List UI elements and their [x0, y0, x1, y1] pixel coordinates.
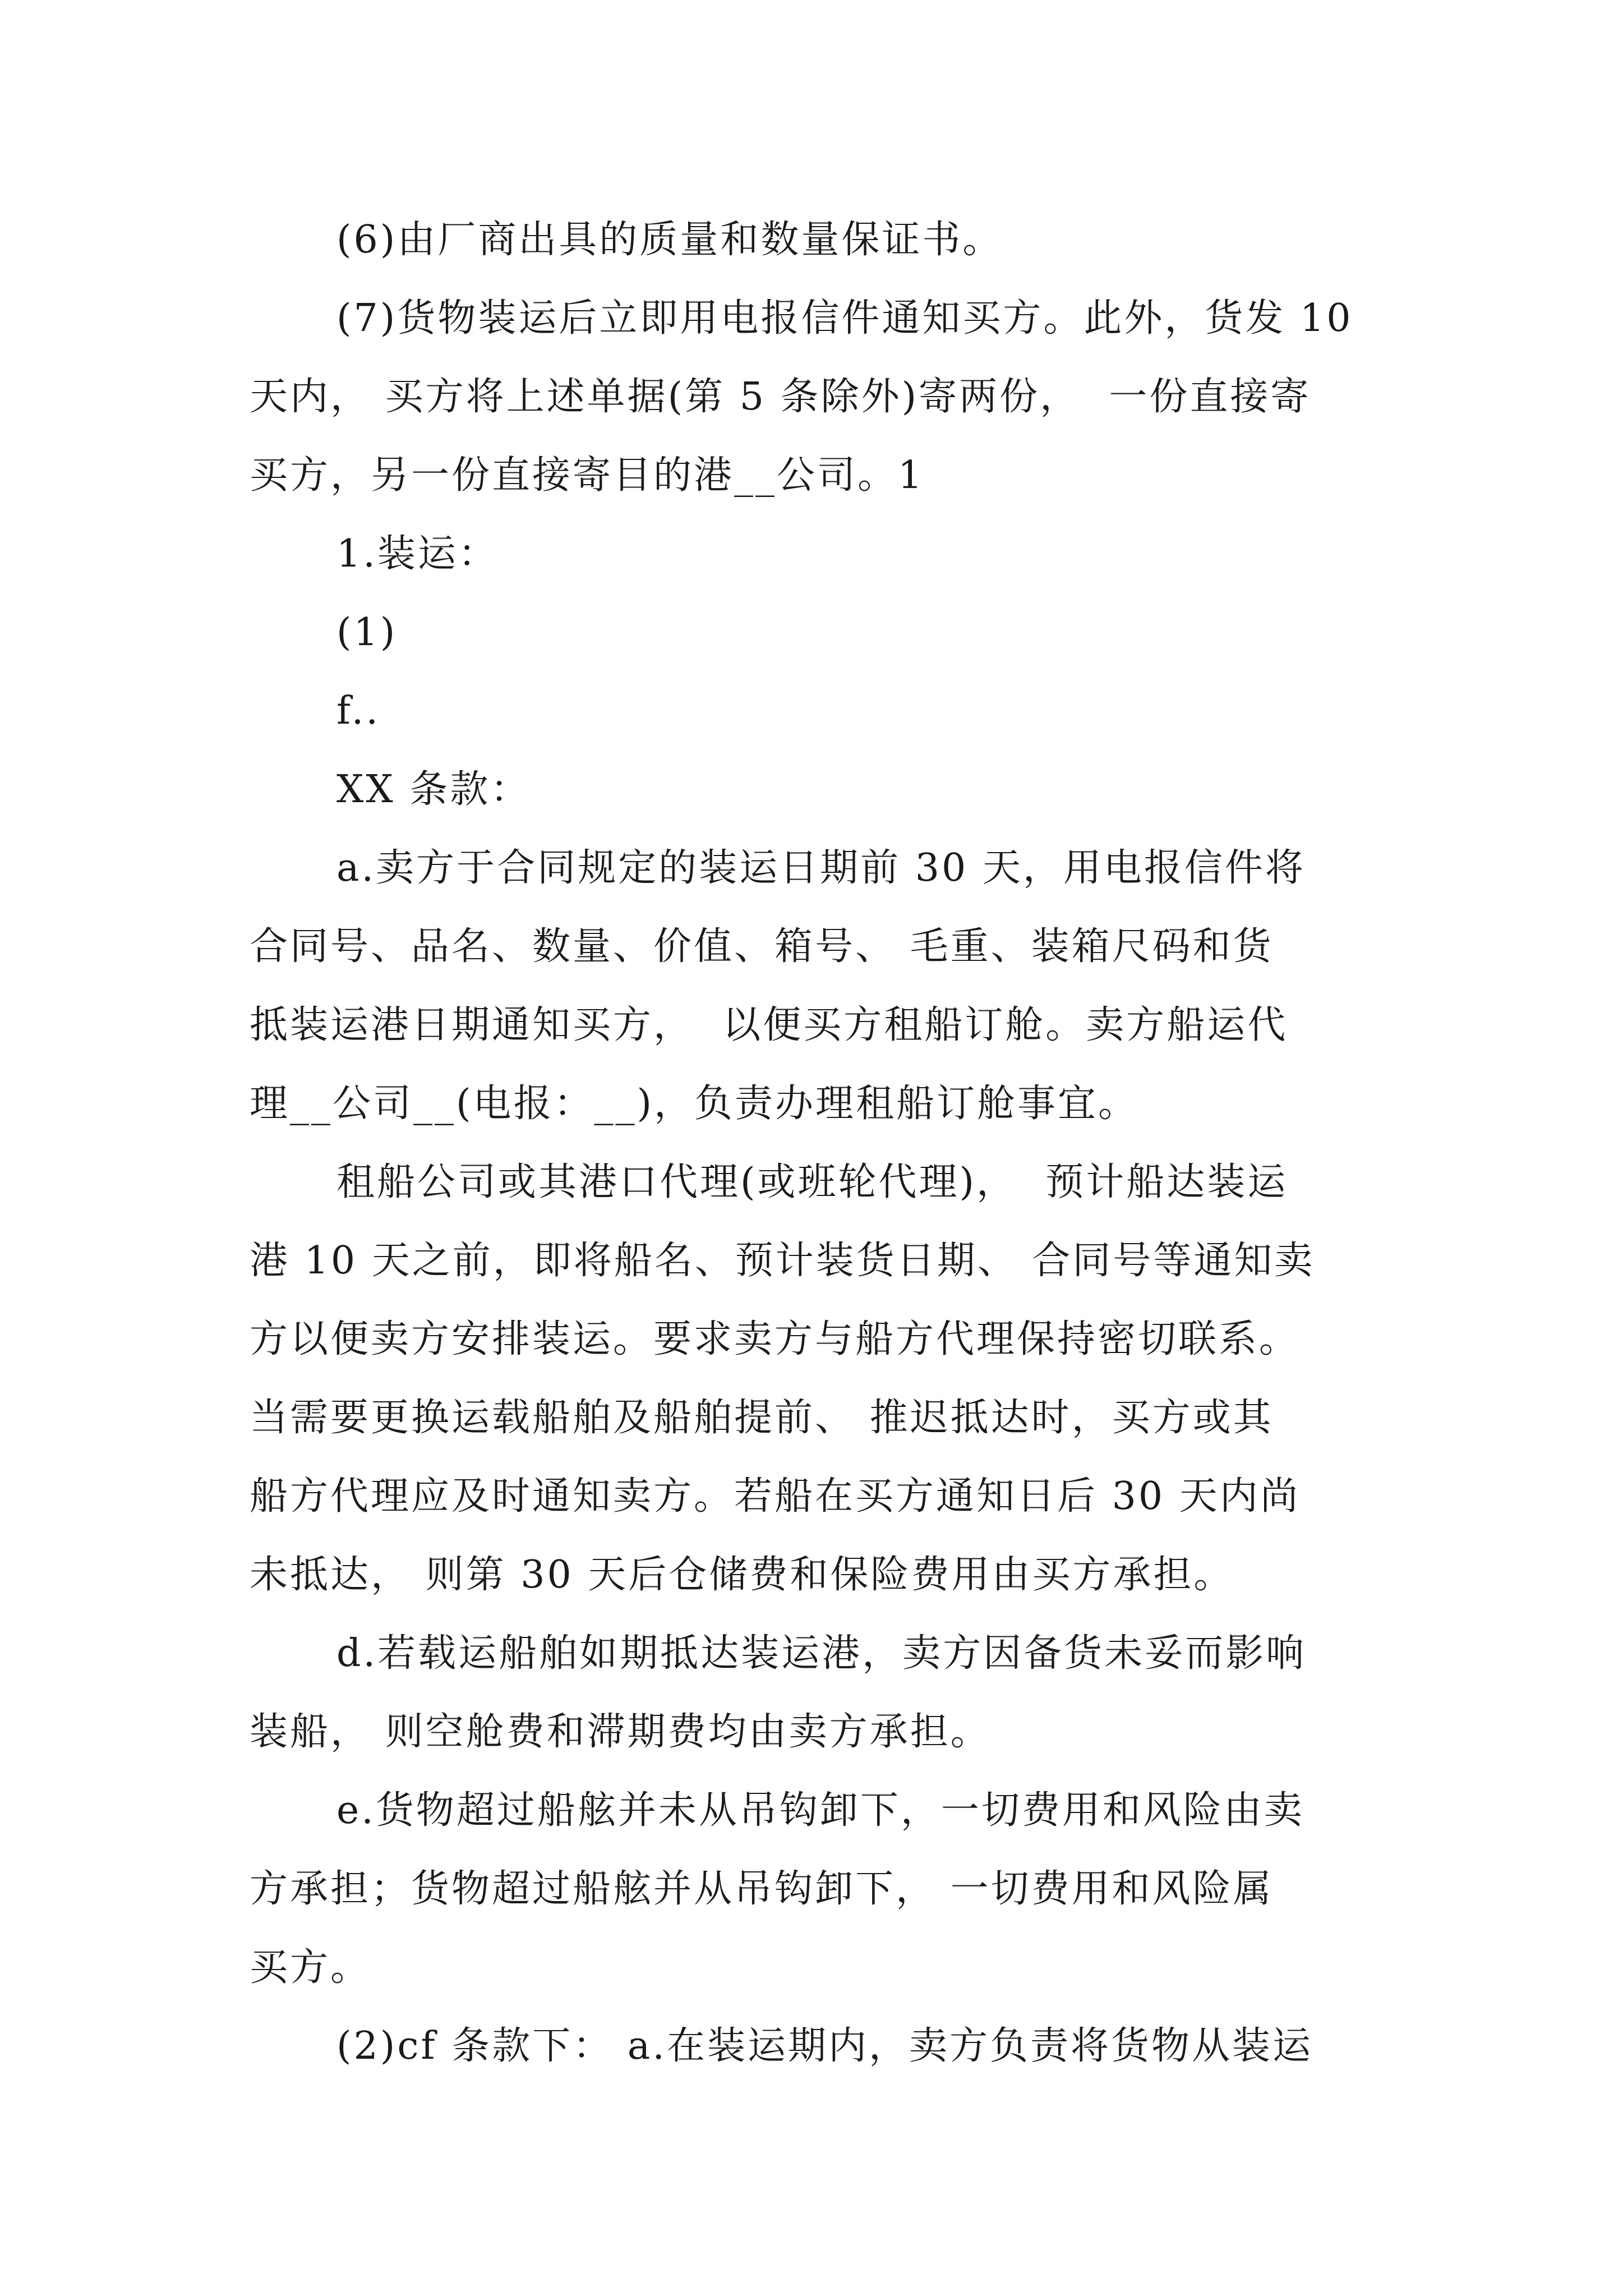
text-line: f.. [336, 689, 380, 733]
text-line: 方以便卖方安排装运。要求卖方与船方代理保持密切联系。 [250, 1317, 1300, 1361]
text-line: 买方，另一份直接寄目的港__公司。1 [250, 453, 925, 498]
text-line: 合同号、品名、数量、价值、箱号、 毛重、装箱尺码和货 [250, 924, 1274, 969]
text-line: (6)由厂商出具的质量和数量保证书。 [336, 218, 1003, 262]
text-line: (2)cf 条款下： a.在装运期内，卖方负责将货物从装运 [336, 2024, 1313, 2068]
text-line: 方承担；货物超过船舷并从吊钩卸下， 一切费用和风险属 [250, 1867, 1274, 1911]
text-line: 装船， 则空舱费和滞期费均由卖方承担。 [250, 1710, 991, 1754]
text-line: 理__公司__(电报：__)，负责办理租船订舱事宜。 [250, 1082, 1139, 1126]
text-line: XX 条款： [336, 767, 531, 812]
text-line: e.货物超过船舷并未从吊钩卸下，一切费用和风险由卖 [336, 1788, 1304, 1833]
text-line: 租船公司或其港口代理(或班轮代理)， 预计船达装运 [336, 1160, 1288, 1204]
text-line: (7)货物装运后立即用电报信件通知买方。此外，货发 10 [336, 296, 1353, 341]
text-line: 未抵达， 则第 30 天后仓储费和保险费用由买方承担。 [250, 1553, 1234, 1597]
text-line: 当需要更换运载船舶及船舶提前、 推迟抵达时，买方或其 [250, 1396, 1274, 1440]
text-line: (1) [336, 610, 398, 655]
text-line: a.卖方于合同规定的装运日期前 30 天，用电报信件将 [336, 846, 1306, 890]
text-line: d.若载运船舶如期抵达装运港，卖方因备货未妥而影响 [336, 1631, 1307, 1676]
text-line: 抵装运港日期通知买方， 以便买方租船订舱。卖方船运代 [250, 1003, 1288, 1047]
text-line: 买方。 [250, 1945, 371, 1990]
text-line: 1.装运： [336, 532, 499, 576]
text-line: 天内， 买方将上述单据(第 5 条除外)寄两份， 一份直接寄 [250, 375, 1311, 419]
text-line: 港 10 天之前，即将船名、预计装货日期、 合同号等通知卖 [250, 1239, 1315, 1283]
text-line: 船方代理应及时通知卖方。若船在买方通知日后 30 天内尚 [250, 1474, 1301, 1519]
